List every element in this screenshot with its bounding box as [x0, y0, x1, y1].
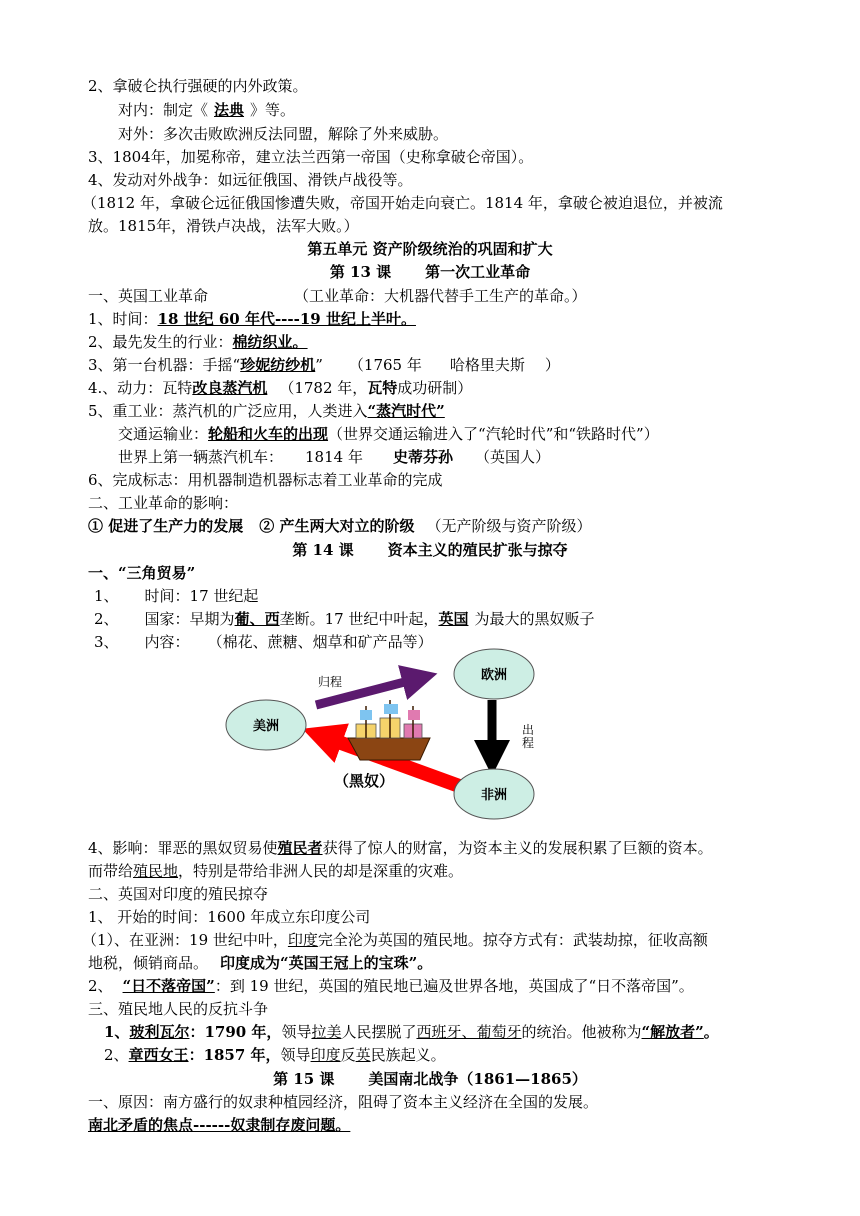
text-line: （1812 年，拿破仑远征俄国惨遭失败，帝国开始走向衰亡。1814 年，拿破仑被迫退位，并被流: [82, 194, 723, 212]
text-line: 4、影响：罪恶的黑奴贸易使殖民者获得了惊人的财富，为资本主义的发展积累了巨额的资本。: [88, 839, 713, 857]
return-label: 归程: [317, 675, 343, 689]
text-line: 对内：制定《 法典 》等。: [118, 101, 296, 119]
text-line: 而带给殖民地，特别是带给非洲人民的却是深重的灾难。: [88, 862, 464, 880]
triangle-trade-diagram: [0, 640, 860, 830]
text-line: 3、 内容： （棉花、蔗糖、烟草和矿产品等）: [94, 633, 433, 651]
text-line: 南北矛盾的焦点------奴隶制存废问题。: [88, 1116, 351, 1134]
text-line: 2、拿破仑执行强硬的内外政策。: [88, 77, 308, 95]
text-line: 地税，倾销商品。 印度成为“英国王冠上的宝珠”。: [88, 954, 433, 972]
text-line: 6、完成标志：用机器制造机器标志着工业革命的完成: [88, 471, 443, 489]
text-line: 2、章西女王：1857 年，领导印度反英民族起义。: [104, 1046, 446, 1064]
text-line: 1、 开始的时间：1600 年成立东印度公司: [88, 908, 371, 926]
outbound-label: 出程: [521, 723, 535, 750]
lesson-heading: 第 14 课 资本主义的殖民扩张与掠夺: [292, 541, 568, 559]
text-line: 一、英国工业革命 （工业革命：大机器代替手工生产的革命。）: [88, 287, 587, 305]
text-line: 5、重工业：蒸汽机的广泛应用，人类进入“蒸汽时代”: [88, 402, 445, 420]
text-line: 2、最先发生的行业：棉纺织业。: [88, 333, 308, 351]
unit-heading: 第五单元 资产阶级统治的巩固和扩大: [307, 240, 553, 258]
text-line: 3、1804年，加冕称帝，建立法兰西第一帝国（史称拿破仑帝国）。: [88, 148, 534, 166]
text-line: ① 促进了生产力的发展 ② 产生两大对立的阶级 （无产阶级与资产阶级）: [88, 517, 592, 535]
text-line: 2、 “日不落帝国”：到 19 世纪，英国的殖民地已遍及世界各地，英国成了“日不落帝国”。: [88, 977, 694, 995]
lesson-heading: 第 15 课 美国南北战争（1861—1865）: [273, 1070, 587, 1088]
slave-label: （黑奴）: [333, 772, 395, 790]
africa-label: 非洲: [480, 788, 508, 803]
text-line: 4.、动力：瓦特改良蒸汽机 （1782 年，瓦特成功研制）: [88, 379, 473, 397]
ship-icon: [348, 700, 430, 760]
text-line: 一、“三角贸易”: [88, 564, 196, 582]
text-line: 放。1815年，滑铁卢决战，法军大败。）: [88, 217, 359, 235]
europe-label: 欧洲: [480, 668, 508, 683]
text-line: 1、时间：18 世纪 60 年代----19 世纪上半叶。: [88, 310, 416, 328]
america-label: 美洲: [252, 719, 280, 734]
text-line: 2、 国家：早期为葡、西垄断。17 世纪中叶起，英国 为最大的黑奴贩子: [94, 610, 595, 628]
text-line: 交通运输业：轮船和火车的出现（世界交通运输进入了“汽轮时代”和“铁路时代”）: [118, 425, 659, 443]
lesson-heading: 第 13 课 第一次工业革命: [329, 263, 531, 281]
text-line: 1、 时间：17 世纪起: [94, 587, 259, 605]
text-line: 4、发动对外战争：如远征俄国、滑铁卢战役等。: [88, 171, 413, 189]
text-line: 1、玻利瓦尔：1790 年，领导拉美人民摆脱了西班牙、葡萄牙的统治。他被称为“解放者”。: [104, 1023, 719, 1041]
text-line: 二、工业革命的影响：: [88, 494, 239, 512]
text-line: 世界上第一辆蒸汽机车： 1814 年 史蒂芬孙 （英国人）: [118, 448, 550, 466]
text-line: 对外：多次击败欧洲反法同盟，解除了外来威胁。: [118, 125, 449, 143]
text-line: 一、原因：南方盛行的奴隶种植园经济，阻碍了资本主义经济在全国的发展。: [88, 1093, 599, 1111]
text-line: （1）、在亚洲：19 世纪中叶，印度完全沦为英国的殖民地。掠夺方式有：武装劫掠，征收高额: [82, 931, 708, 949]
text-line: 二、英国对印度的殖民掠夺: [88, 885, 269, 903]
text-line: 3、第一台机器：手摇“珍妮纺纱机” （1765 年 哈格里夫斯 ）: [88, 356, 560, 374]
text-line: 三、殖民地人民的反抗斗争: [88, 1000, 269, 1018]
